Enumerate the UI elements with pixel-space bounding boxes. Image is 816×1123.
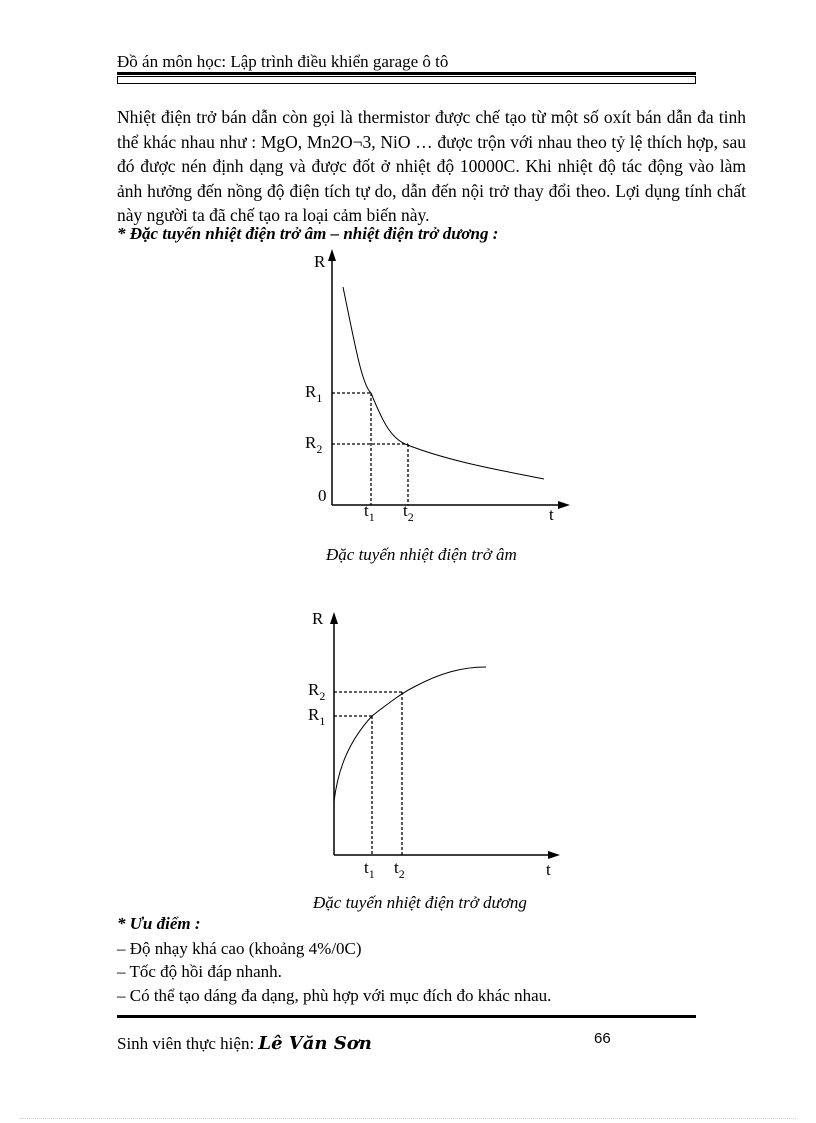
footer-label: Sinh viên thực hiện: [117, 1034, 259, 1053]
ptc-x-arrow [548, 851, 560, 859]
advantage-item: – Có thể tạo dáng đa dạng, phù hợp với mục đích đo khác nhau. [117, 986, 552, 1005]
ptc-graph [290, 607, 580, 892]
ntc-t2-label: $t_2$ [403, 501, 414, 524]
ntc-curve [343, 287, 544, 479]
advantage-item: – Độ nhạy khá cao (khoảng 4%/0C) [117, 939, 362, 958]
ptc-t2-label: $t_2$ [394, 858, 405, 881]
ptc-y-label: R [312, 609, 324, 628]
footer-author [117, 1033, 372, 1054]
ptc-caption: Đặc tuyến nhiệt điện trở dương [313, 893, 527, 912]
ntc-r1-label: $R_1$ [305, 382, 323, 405]
student-name: Lê Văn Sơn [258, 1033, 372, 1054]
ptc-x-label: t [546, 860, 551, 879]
header-rule [117, 72, 696, 84]
ntc-r2-label: $R_2$ [305, 433, 323, 456]
ntc-x-arrow [558, 501, 570, 509]
ntc-origin-label: 0 [318, 486, 327, 505]
body-paragraph: Nhiệt điện trở bán dẫn còn gọi là thermistor được chế tạo từ một số oxít bán dẫn đa tinh thể khác nhau như : MgO, Mn2O¬3, NiO … được trộn với nhau theo tỷ lệ thích hợp, sau đó được nén định dạng và được đốt ở nhiệt độ 10000C. Khi nhiệt độ tác động vào làm ảnh hưởng đến nồng độ điện tích tự do, dẫn đến nội trở thay đổi theo. Lợi dụng tính chất này người ta đã chế tạo ra loại cảm biến này. [117, 107, 746, 225]
header-title: Đồ án môn học: Lập trình điều khiển garage ô tô [117, 52, 449, 71]
ntc-x-label: t [549, 505, 554, 524]
advantage-item: – Tốc độ hồi đáp nhanh. [117, 962, 282, 981]
section-heading-advantages: * Ưu điểm : [117, 914, 201, 933]
ptc-r1-label: $R_1$ [308, 705, 326, 728]
page-number: 66 [594, 1030, 611, 1047]
ptc-curve [334, 667, 486, 802]
ptc-t1-label: $t_1$ [364, 858, 375, 881]
ptc-r2-label: $R_2$ [308, 680, 326, 703]
ptc-y-arrow [330, 612, 338, 624]
footer-rule [117, 1015, 696, 1018]
ntc-y-arrow [328, 249, 336, 261]
ntc-y-label: R [314, 252, 326, 271]
section-heading-characteristic: * Đặc tuyến nhiệt điện trở âm – nhiệt điện trở dương : [117, 224, 499, 243]
ntc-caption: Đặc tuyến nhiệt điện trở âm [326, 545, 517, 564]
ntc-graph [290, 245, 580, 535]
ntc-t1-label: $t_1$ [364, 501, 375, 524]
page-bottom-border [20, 1118, 796, 1119]
